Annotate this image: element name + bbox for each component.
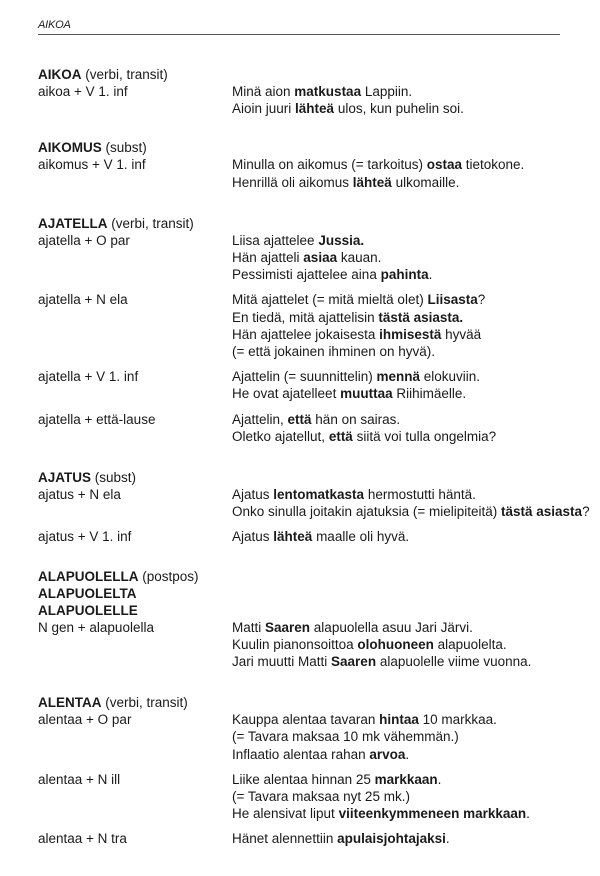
sentence-text: Pessimisti ajattelee aina xyxy=(232,267,381,283)
highlighted-word: että xyxy=(328,428,353,444)
highlighted-word: viiteenkymmeneen markkaan xyxy=(338,806,527,822)
dictionary-entry xyxy=(38,694,598,847)
example-sentence xyxy=(232,385,598,402)
sentence-text: Liisa ajattelee xyxy=(232,232,319,248)
example-sentence xyxy=(232,83,598,100)
sentence-text: . xyxy=(437,771,442,787)
dictionary-content xyxy=(38,66,598,848)
highlighted-word: lähteä xyxy=(273,529,313,545)
entry-headword-line xyxy=(38,66,598,83)
headword: ALENTAA xyxy=(38,695,102,711)
highlighted-word: Saaren xyxy=(265,619,311,635)
highlighted-word: pahinta xyxy=(380,267,429,283)
example-sentence xyxy=(232,528,598,545)
usage-row xyxy=(38,83,598,117)
usage-row xyxy=(38,411,598,445)
dictionary-entry xyxy=(38,568,598,671)
headword: AIKOA xyxy=(38,67,82,82)
sentence-text: hyvää xyxy=(441,326,482,342)
example-sentences xyxy=(232,528,598,545)
example-sentences xyxy=(232,83,598,117)
usage-row xyxy=(38,771,598,823)
running-head: AIKOA xyxy=(38,19,560,35)
part-of-speech: (postpos) xyxy=(142,568,199,584)
entry-headword-line xyxy=(38,585,598,602)
sentence-text: (= Tavara maksaa 10 mk vähemmän.) xyxy=(232,729,459,745)
sentence-text: En tiedä, mitä ajattelisin xyxy=(232,309,379,325)
headword: ALAPUOLELLA xyxy=(38,568,139,584)
dictionary-entry xyxy=(38,139,598,190)
example-sentences xyxy=(232,232,598,284)
sentence-text: hän on sairas. xyxy=(311,411,401,427)
example-sentence xyxy=(232,100,598,117)
sentence-text: ulos, kun puhelin soi. xyxy=(334,101,464,117)
part-of-speech: (subst) xyxy=(94,470,137,486)
highlighted-word: lentomatkasta xyxy=(273,487,365,503)
sentence-text: Oletko ajatellut, xyxy=(232,428,329,444)
dictionary-entry xyxy=(38,66,598,117)
sentence-text: Ajatus xyxy=(232,487,274,503)
sentence-text: Matti xyxy=(232,619,266,635)
headword: ALAPUOLELLE xyxy=(38,602,138,618)
sentence-text: ulkomaille. xyxy=(391,174,460,190)
example-sentence xyxy=(232,368,598,385)
headword: ALAPUOLELTA xyxy=(38,585,137,601)
example-sentence xyxy=(232,309,598,326)
example-sentence xyxy=(232,291,598,308)
example-sentences xyxy=(232,291,598,360)
sentence-text: ? xyxy=(477,292,486,308)
construction-pattern: aikomus + V 1. inf xyxy=(38,157,146,173)
highlighted-word: tästä asiasta xyxy=(501,504,583,520)
usage-row xyxy=(38,711,598,763)
headword: AJATUS xyxy=(38,470,92,486)
sentence-text: . xyxy=(526,806,530,822)
example-sentence xyxy=(232,503,598,520)
sentence-text: hermostutti häntä. xyxy=(364,487,476,503)
sentence-text: Jari muutti Matti xyxy=(232,654,332,670)
construction-pattern: ajatella + N ela xyxy=(38,292,128,308)
example-sentences xyxy=(232,711,598,763)
usage-row xyxy=(38,619,598,671)
example-sentence xyxy=(232,156,598,173)
highlighted-word: hintaa xyxy=(379,712,419,728)
highlighted-word: ostaa xyxy=(426,157,462,173)
usage-row xyxy=(38,291,598,360)
sentence-text: Kuulin pianonsoittoa xyxy=(232,636,358,652)
example-sentence xyxy=(232,249,598,266)
example-sentence xyxy=(232,619,598,636)
part-of-speech: (subst) xyxy=(105,140,147,156)
highlighted-word: että xyxy=(287,411,312,427)
highlighted-word: Saaren xyxy=(331,654,377,670)
highlighted-word: asiaa xyxy=(303,250,338,266)
sentence-text: Inflaatio alentaa rahan xyxy=(232,746,370,762)
sentence-text: . xyxy=(428,267,433,283)
construction-pattern: alentaa + N tra xyxy=(38,831,127,847)
sentence-text: Kauppa alentaa tavaran xyxy=(232,712,380,728)
highlighted-word: lähteä xyxy=(352,174,392,190)
sentence-text: ? xyxy=(582,504,590,520)
sentence-text: . xyxy=(445,831,450,847)
example-sentence xyxy=(232,805,598,822)
example-sentences xyxy=(232,411,598,445)
entry-headword-line xyxy=(38,139,598,156)
usage-row xyxy=(38,528,598,545)
sentence-text: Minulla on aikomus (= tarkoitus) xyxy=(232,157,427,173)
construction-pattern: aikoa + V 1. inf xyxy=(38,84,128,99)
sentence-text: alapuolelta. xyxy=(433,636,507,652)
example-sentence xyxy=(232,746,598,763)
sentence-text: Mitä ajattelet (= mitä mieltä olet) xyxy=(232,292,428,308)
sentence-text: 10 markkaa. xyxy=(418,712,497,728)
sentence-text: . xyxy=(405,746,410,762)
sentence-text: Ajatus xyxy=(232,529,274,545)
highlighted-word: muuttaa xyxy=(340,386,393,402)
sentence-text: Liike alentaa hinnan 25 xyxy=(232,771,375,787)
sentence-text: (= että jokainen ihminen on hyvä). xyxy=(232,344,435,360)
entry-headword-line xyxy=(38,568,598,585)
example-sentence xyxy=(232,771,598,788)
usage-row xyxy=(38,486,598,520)
sentence-text: elokuviin. xyxy=(419,369,481,385)
highlighted-word: Jussia. xyxy=(318,232,365,248)
sentence-text: alapuolella asuu Jari Järvi. xyxy=(310,619,473,635)
entry-headword-line xyxy=(38,469,598,486)
part-of-speech: (verbi, transit) xyxy=(85,67,168,82)
headword: AIKOMUS xyxy=(38,140,102,156)
sentence-text: Hän ajattelee jokaisesta xyxy=(232,326,380,342)
example-sentence xyxy=(232,653,598,670)
sentence-text: Onko sinulla joitakin ajatuksia (= mielipiteitä) xyxy=(232,504,501,520)
construction-pattern: ajatella + että-lause xyxy=(38,411,156,427)
example-sentence xyxy=(232,788,598,805)
construction-pattern: alentaa + N ill xyxy=(38,771,121,787)
sentence-text: He alensivat liput xyxy=(232,806,339,822)
example-sentences xyxy=(232,619,598,671)
highlighted-word: matkustaa xyxy=(294,84,362,99)
example-sentence xyxy=(232,174,598,191)
example-sentence xyxy=(232,486,598,503)
highlighted-word: olohuoneen xyxy=(357,636,434,652)
highlighted-word: apulaisjohtajaksi xyxy=(337,831,446,847)
example-sentence xyxy=(232,266,598,283)
sentence-text: Riihimäelle. xyxy=(392,386,467,402)
usage-row xyxy=(38,232,598,284)
highlighted-word: lähteä xyxy=(295,101,335,117)
construction-pattern: ajatella + O par xyxy=(38,232,130,248)
example-sentence xyxy=(232,711,598,728)
sentence-text: (= Tavara maksaa nyt 25 mk.) xyxy=(232,789,410,805)
highlighted-word: Liisasta xyxy=(427,292,478,308)
usage-row xyxy=(38,156,598,190)
sentence-text: Hänet alennettiin xyxy=(232,831,338,847)
construction-pattern: N gen + alapuolella xyxy=(38,619,154,635)
example-sentence xyxy=(232,326,598,343)
sentence-text: Ajattelin (= suunnittelin) xyxy=(232,369,377,385)
highlighted-word: mennä xyxy=(376,369,420,385)
part-of-speech: (verbi, transit) xyxy=(105,695,188,711)
construction-pattern: ajatella + V 1. inf xyxy=(38,369,139,385)
headword: AJATELLA xyxy=(38,215,108,231)
sentence-text: He ovat ajatelleet xyxy=(232,386,341,402)
example-sentence xyxy=(232,830,598,847)
dictionary-entry xyxy=(38,469,598,546)
usage-row xyxy=(38,830,598,847)
sentence-text: Ajattelin, xyxy=(232,411,288,427)
sentence-text: Minä aion xyxy=(232,84,295,99)
sentence-text: alapuolelle viime vuonna. xyxy=(376,654,532,670)
entry-headword-line xyxy=(38,602,598,619)
construction-pattern: alentaa + O par xyxy=(38,712,132,728)
example-sentence xyxy=(232,232,598,249)
sentence-text: tietokone. xyxy=(461,157,525,173)
dictionary-entry xyxy=(38,215,598,445)
entry-headword-line xyxy=(38,215,598,232)
example-sentences xyxy=(232,156,598,190)
sentence-text: Aioin juuri xyxy=(232,101,296,117)
example-sentences xyxy=(232,486,598,520)
sentence-text: maalle oli hyvä. xyxy=(312,529,410,545)
highlighted-word: tästä asiasta. xyxy=(378,309,464,325)
entry-headword-line xyxy=(38,694,598,711)
sentence-text: Hän ajatteli xyxy=(232,250,304,266)
example-sentence xyxy=(232,728,598,745)
example-sentence xyxy=(232,411,598,428)
usage-row xyxy=(38,368,598,402)
highlighted-word: ihmisestä xyxy=(379,326,442,342)
sentence-text: Lappiin. xyxy=(361,84,413,99)
example-sentence xyxy=(232,343,598,360)
highlighted-word: arvoa xyxy=(369,746,406,762)
construction-pattern: ajatus + N ela xyxy=(38,487,121,503)
example-sentences xyxy=(232,368,598,402)
part-of-speech: (verbi, transit) xyxy=(111,215,194,231)
construction-pattern: ajatus + V 1. inf xyxy=(38,529,132,545)
highlighted-word: markkaan xyxy=(374,771,438,787)
example-sentences xyxy=(232,830,598,847)
example-sentence xyxy=(232,636,598,653)
example-sentence xyxy=(232,428,598,445)
sentence-text: Henrillä oli aikomus xyxy=(232,174,353,190)
sentence-text: kauan. xyxy=(337,250,382,266)
example-sentences xyxy=(232,771,598,823)
sentence-text: siitä voi tulla ongelmia? xyxy=(352,428,497,444)
